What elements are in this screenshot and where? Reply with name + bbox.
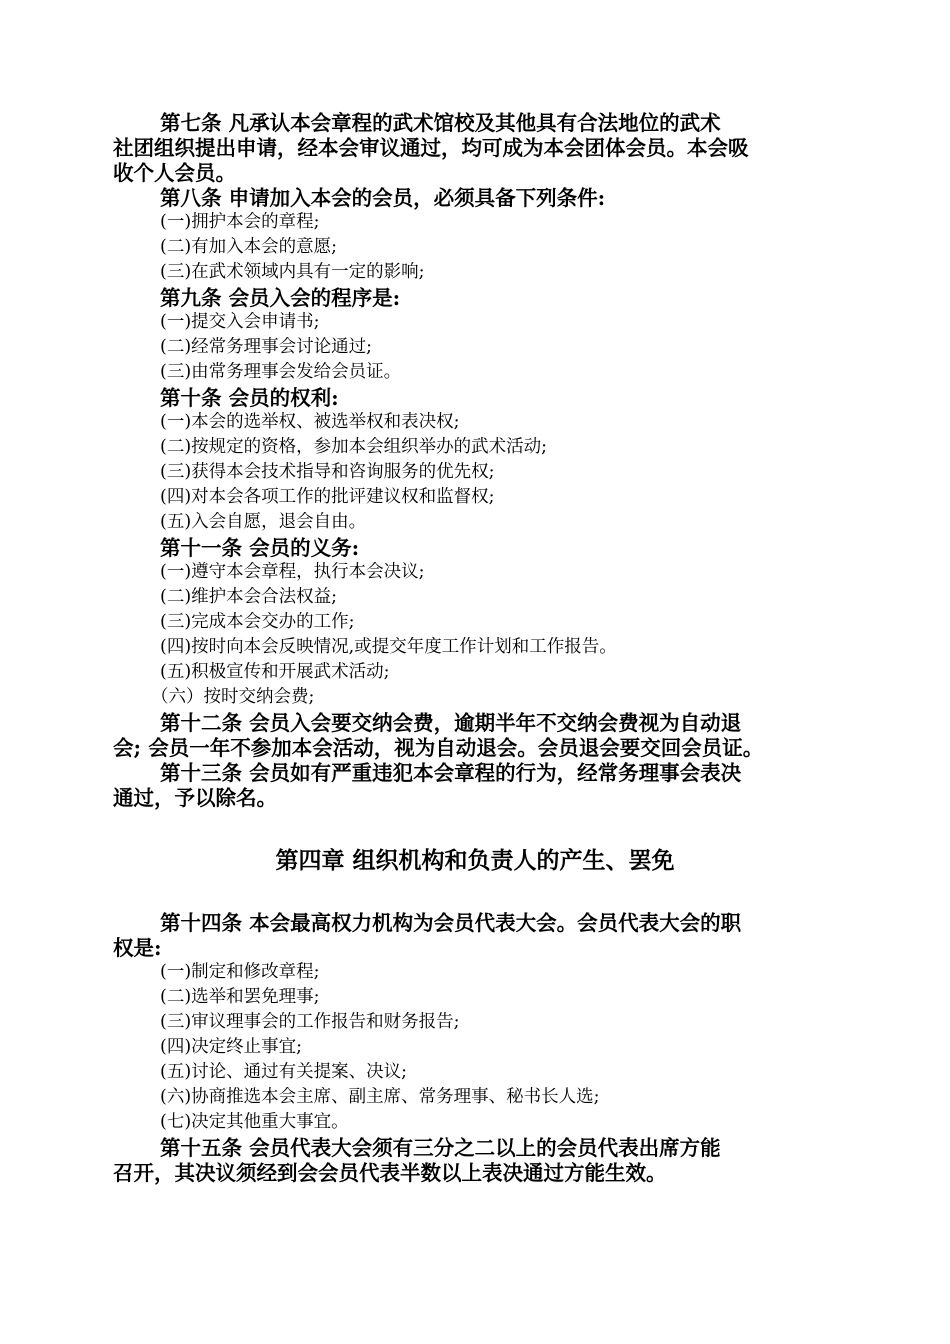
article-11-item-2: (二)维护本会合法权益; xyxy=(160,587,338,607)
article-10-heading: 第十条 会员的权利: xyxy=(160,386,339,410)
article-10-item-2: (二)按规定的资格，参加本会组织举办的武术活动; xyxy=(160,437,548,457)
article-12-line-1: 第十二条 会员入会要交纳会费，逾期半年不交纳会费视为自动退 xyxy=(160,711,742,735)
article-8-item-2: (二)有加入本会的意愿; xyxy=(160,237,338,257)
article-14-item-2: (二)选举和罢免理事; xyxy=(160,987,320,1007)
article-8-heading: 第八条 申请加入本会的会员，必须具备下列条件: xyxy=(160,186,606,210)
article-15-line-1: 第十五条 会员代表大会须有三分之二以上的会员代表出席方能 xyxy=(160,1136,721,1160)
article-11-item-4: (四)按时向本会反映情况,或提交年度工作计划和工作报告。 xyxy=(160,637,617,657)
article-10-item-3: (三)获得本会技术指导和咨询服务的优先权; xyxy=(160,462,495,482)
article-14-item-7: (七)决定其他重大事宜。 xyxy=(160,1112,349,1132)
article-7-line-2: 社团组织提出申请，经本会审议通过，均可成为本会团体会员。本会吸 xyxy=(113,136,749,160)
article-7-line-3: 收个人会员。 xyxy=(113,161,236,185)
article-14-item-3: (三)审议理事会的工作报告和财务报告; xyxy=(160,1012,460,1032)
article-11-item-5: (五)积极宣传和开展武术活动; xyxy=(160,662,390,682)
article-9-heading: 第九条 会员入会的程序是: xyxy=(160,286,401,310)
article-10-item-1: (一)本会的选举权、被选举权和表决权; xyxy=(160,412,460,432)
article-9-item-3: (三)由常务理事会发给会员证。 xyxy=(160,362,402,382)
article-11-item-1: (一)遵守本会章程，执行本会决议; xyxy=(160,562,425,582)
article-14-item-5: (五)讨论、通过有关提案、决议; xyxy=(160,1062,408,1082)
article-15-line-2: 召开，其决议须经到会会员代表半数以上表决通过方能生效。 xyxy=(113,1161,667,1185)
chapter-4-title: 第四章 组织机构和负责人的产生、罢免 xyxy=(275,848,675,874)
article-14-item-4: (四)决定终止事宜; xyxy=(160,1037,303,1057)
article-7-line-1: 第七条 凡承认本会章程的武术馆校及其他具有合法地位的武术 xyxy=(160,111,721,135)
article-10-item-5: (五)入会自愿，退会自由。 xyxy=(160,512,367,532)
article-14-item-6: (六)协商推选本会主席、副主席、常务理事、秘书长人选; xyxy=(160,1087,600,1107)
article-9-item-1: (一)提交入会申请书; xyxy=(160,312,320,332)
article-12-line-2: 会; 会员一年不参加本会活动，视为自动退会。会员退会要交回会员证。 xyxy=(113,736,764,760)
article-8-item-1: (一)拥护本会的章程; xyxy=(160,212,320,232)
article-8-item-3: (三)在武术领域内具有一定的影响; xyxy=(160,262,425,282)
article-9-item-2: (二)经常务理事会讨论通过; xyxy=(160,337,373,357)
article-14-line-2: 权是: xyxy=(113,936,162,960)
article-11-item-3: (三)完成本会交办的工作; xyxy=(160,612,355,632)
article-13-line-1: 第十三条 会员如有严重违犯本会章程的行为，经常务理事会表决 xyxy=(160,761,742,785)
article-10-item-4: (四)对本会各项工作的批评建议权和监督权; xyxy=(160,487,495,507)
article-13-line-2: 通过，予以除名。 xyxy=(113,786,277,810)
article-11-heading: 第十一条 会员的义务: xyxy=(160,536,360,560)
article-14-item-1: (一)制定和修改章程; xyxy=(160,962,320,982)
article-11-item-6: （六）按时交纳会费; xyxy=(151,687,315,707)
article-14-line-1: 第十四条 本会最高权力机构为会员代表大会。会员代表大会的职 xyxy=(160,911,742,935)
